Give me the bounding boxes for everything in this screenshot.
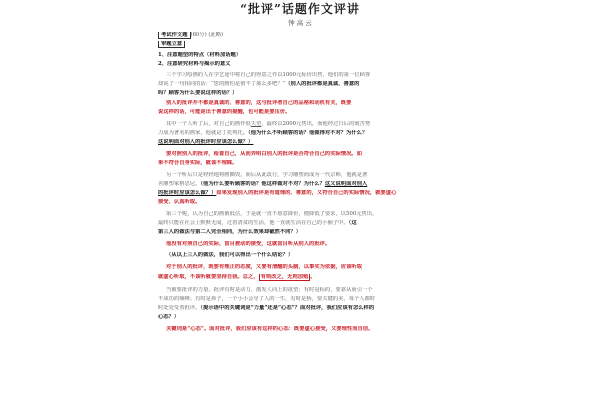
answer-1-line-2: 说这样的话，可能是出于善意的提醒，也可能是要压价。 <box>158 109 291 115</box>
question-6: 心态？） <box>158 314 180 320</box>
question-1-start: （别人的批评都是真诚、善意的 <box>285 81 360 87</box>
story-para-4-line-2 <box>158 220 442 227</box>
answer-6: 关键词是“心态”。面对批评，我们应该有这样的心态：既要虚心接受，又要理性而自信。 <box>166 326 374 332</box>
section-2-heading: 2、注意研究材料与揭示的意义 <box>158 61 231 67</box>
question-6-start: （提示语中的关键词是“力量”还是“心态”？面对批评，我们应该有怎么样的 <box>200 305 375 311</box>
question-1: 吗？顾客为什么要说这样的话？） <box>158 90 238 96</box>
story-para-1-line-1: 三个学习绘画的人在学艺途中将自己的得意之作以1000元标价出售，他们的第一位顾客 <box>166 72 371 78</box>
story-para-6-line-3 <box>158 305 442 312</box>
story-para-1-line-2 <box>158 81 442 88</box>
story-para-6-end: 时处处受着批评。 <box>158 305 201 311</box>
question-4: 第三人的做法与第二人完全相同，为什么效果却截然不同？） <box>158 229 302 235</box>
answer-1-line-1: 别人的批评并不都是真诚的、善意的，这与批评者自己的品格和动机有关，既要 <box>166 100 352 106</box>
answer-3-line-2: 接受、认真听取。 <box>158 199 201 205</box>
answer-5-line-1: 对于别人的批评，既要有理正的态度，又要有清醒的头脑，以事实为依据，应该听取 <box>166 264 362 270</box>
answer-2-line-1: 要对照别人的批评，检查自己，从而弄明白别人的批评是否符合自己的实际情况。如 <box>166 151 362 157</box>
story-para-2-text: 其中一个人听了后，对自己的画作很 <box>166 121 251 127</box>
question-2-start: （他为什么不听顾客的话？他做得对不对？为什么？ <box>248 130 368 136</box>
question-3-underlined: 这又说明面对别人 <box>324 181 368 187</box>
motto-box: 有则改之，无则加勉 <box>260 274 309 280</box>
question-2: 这说明面对别人的批评时应该怎么做？） <box>158 139 254 145</box>
story-para-3-end: 名雕塑家格思尼。 <box>158 181 201 187</box>
question-3-start: （他为什么要听顾客的话？他这样做对不对？为什么？ <box>200 181 325 187</box>
story-para-3-line-2 <box>158 181 442 188</box>
story-para-2-underlined: 失望 <box>250 121 262 127</box>
exam-line <box>158 32 442 39</box>
story-quote: 却说了一句相同的话：“您的画怕是值不了那么多吧？” <box>158 81 286 87</box>
story-para-2-end: 力成为著名的画家，他就是丁托列托。 <box>158 130 249 136</box>
story-para-2-line-1 <box>166 121 442 128</box>
section-1-heading: 1、注意题型的特点（材料加话题） <box>158 52 242 58</box>
answer-4: 他没有对照自己的实际，盲目被动的接受，这就盲目听从别人的批评。 <box>166 241 331 247</box>
page-title: “批评”话题作文评讲 <box>240 2 360 16</box>
story-para-6-line-2: 不成功的颠峰；有时是鼻子，一个小小会导了人的一生，有时是桥，要关键的美，每个人都时 <box>158 296 376 302</box>
story-para-2-text-cont: ，最终以2000元售出，而他经过日后的刻苦努 <box>261 121 371 127</box>
answer-5-line-2 <box>158 274 442 281</box>
document-page <box>158 0 442 400</box>
author-name: 钟 高 云 <box>288 19 312 27</box>
story-para-4-end: 最终只能在社会上默默无闻，过着清贫的生活，他一直就生活在自己的小圈子中。 <box>158 220 349 226</box>
story-para-2-line-2 <box>158 130 442 137</box>
answer-3-start: 如果发现别人的批评是有道理的、善意的，又符合自己的实际情况，就要虚心 <box>216 190 397 196</box>
story-para-3-line-1: 另一个听后只是轻轻地将画撕毁，而后从此改行，学习雕塑而成为一代宗师，他就是著 <box>166 172 368 178</box>
question-3-line-2 <box>158 190 442 197</box>
exam-score: (60分) <box>190 32 207 38</box>
exam-note: (此略) <box>208 32 224 38</box>
exam-label-box: 考试作文题 <box>158 32 191 39</box>
question-3-end: 的批评时应该怎么做？） <box>158 190 217 196</box>
answer-5-text: 就虚心听取，不该听就要坚持自我。总之， <box>158 274 259 280</box>
story-para-6-line-1: 当被要批评的力量，批评有时是动力，激发人向上的欲望；有时是标的，要靠从而引一个 <box>166 287 373 293</box>
answer-2-line-2: 果不符合自身实际，就该不理睬。 <box>158 160 238 166</box>
story-para-4-line-1: 第三个呢，认为自己的画被低估，于是就一直不愿意降价，便降低了要求，以500元售出， <box>166 211 378 217</box>
question-5: （从以上三人的做法，我们可以得出一个什么结论？） <box>166 252 294 258</box>
review-line <box>158 41 442 48</box>
answer-5-end: 。 <box>310 274 316 280</box>
review-label-box: 审题立意 <box>158 41 185 48</box>
question-4-start: （这 <box>348 220 357 226</box>
